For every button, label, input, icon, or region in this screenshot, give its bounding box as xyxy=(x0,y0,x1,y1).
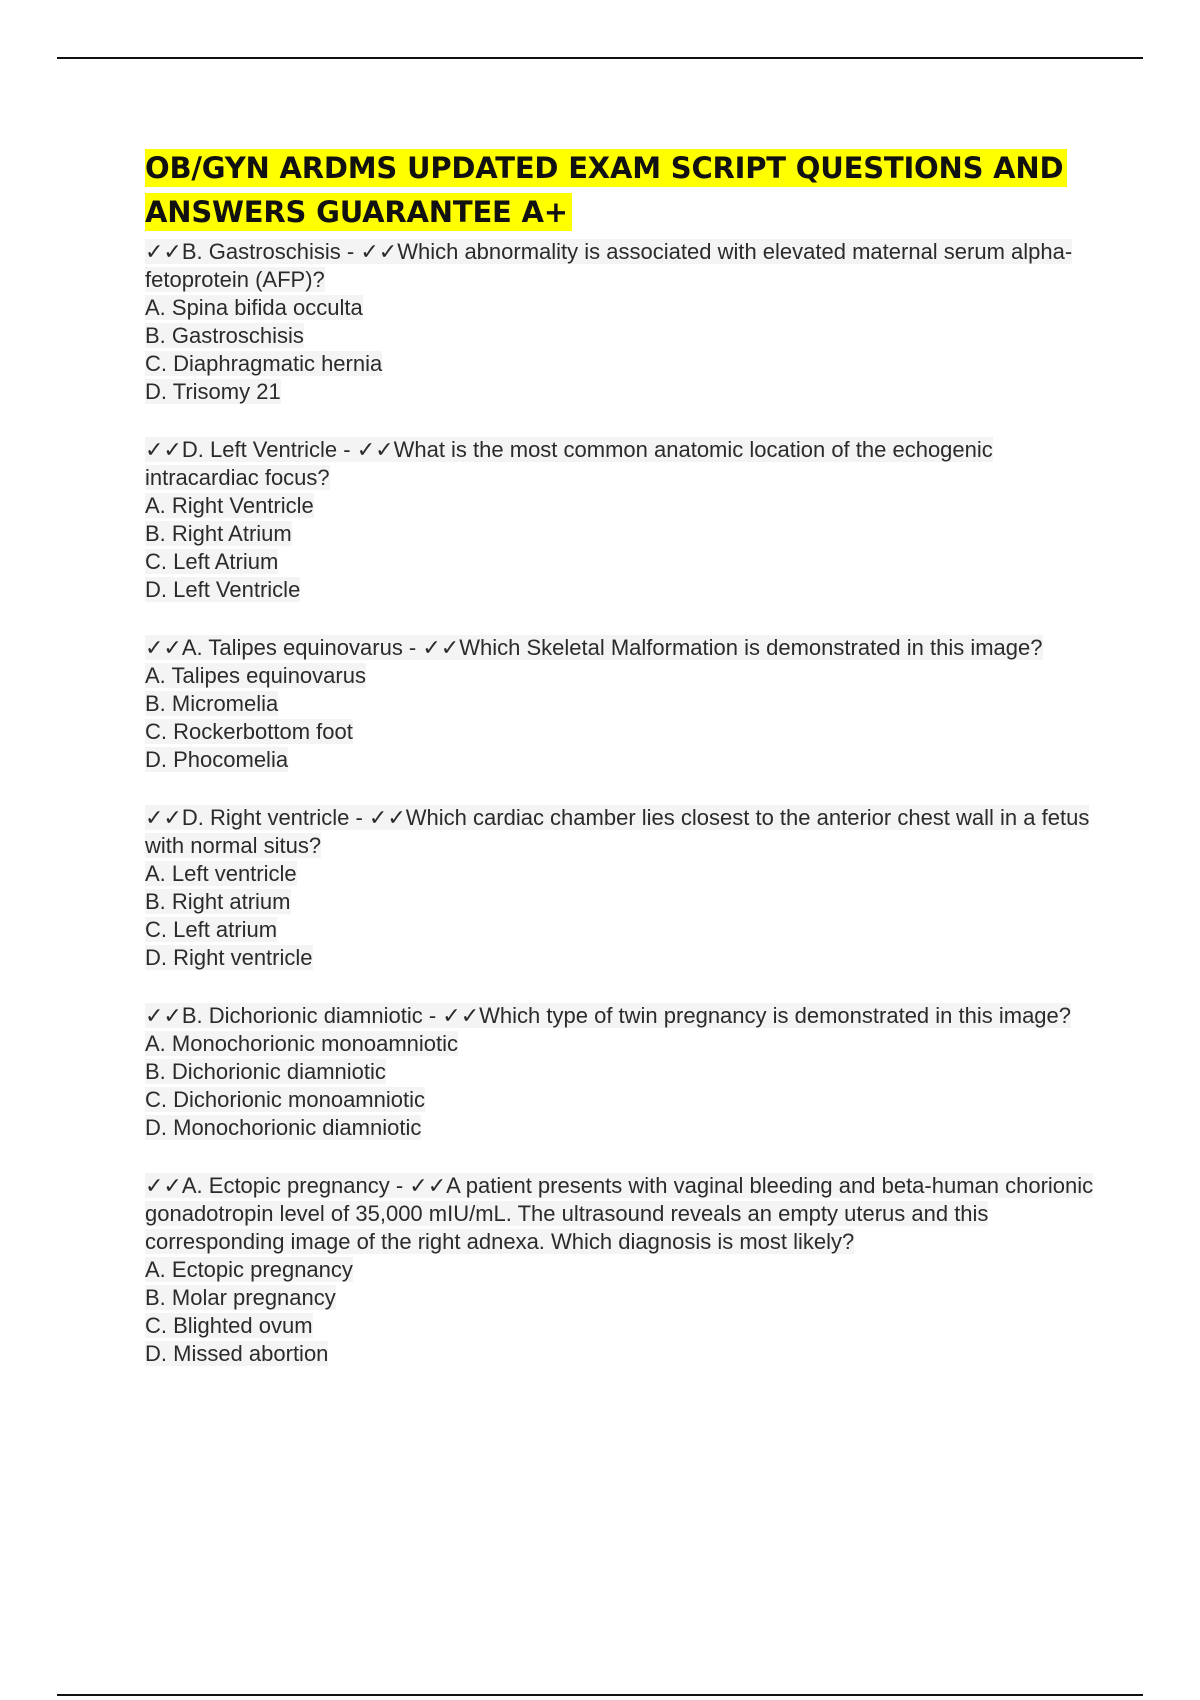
answer-options xyxy=(145,1256,1095,1368)
option-d: D. Phocomelia xyxy=(145,747,289,772)
option-a: A. Right Ventricle xyxy=(145,493,314,518)
option-c: C. Dichorionic monoamniotic xyxy=(145,1087,425,1112)
option-d: D. Right ventricle xyxy=(145,945,313,970)
option-d: D. Trisomy 21 xyxy=(145,379,281,404)
option-b: B. Right Atrium xyxy=(145,521,292,546)
option-d: D. Missed abortion xyxy=(145,1341,329,1366)
question-text: ✓✓D. Right ventricle - ✓✓Which cardiac chamber lies closest to the anterior chest wall in a fetus with normal situs? xyxy=(145,805,1090,858)
option-a: A. Left ventricle xyxy=(145,861,297,886)
option-d: D. Left Ventricle xyxy=(145,577,301,602)
question-text: ✓✓A. Ectopic pregnancy - ✓✓A patient presents with vaginal bleeding and beta-human chorionic gonadotropin level of 35,000 mIU/mL. The ultrasound reveals an empty uterus and this corresponding image of the right adnexa. Which diagnosis is most likely? xyxy=(145,1173,1094,1254)
option-b: B. Molar pregnancy xyxy=(145,1285,336,1310)
qa-item-2 xyxy=(145,436,1095,604)
option-c: C. Left Atrium xyxy=(145,549,279,574)
document-body xyxy=(145,146,1095,1398)
top-rule xyxy=(57,57,1143,59)
qa-item-4 xyxy=(145,804,1095,972)
bottom-rule xyxy=(57,1694,1143,1696)
answer-options xyxy=(145,662,1095,774)
option-c: C. Diaphragmatic hernia xyxy=(145,351,383,376)
question-text: ✓✓D. Left Ventricle - ✓✓What is the most common anatomic location of the echogenic intracardiac focus? xyxy=(145,437,993,490)
option-a: A. Spina bifida occulta xyxy=(145,295,363,320)
answer-options xyxy=(145,1030,1095,1142)
question-text: ✓✓B. Gastroschisis - ✓✓Which abnormality is associated with elevated maternal serum alpha-fetoprotein (AFP)? xyxy=(145,239,1073,292)
qa-item-6 xyxy=(145,1172,1095,1368)
answer-options xyxy=(145,294,1095,406)
document-title: OB/GYN ARDMS UPDATED EXAM SCRIPT QUESTIONS AND ANSWERS GUARANTEE A+ xyxy=(145,146,1095,234)
option-c: C. Blighted ovum xyxy=(145,1313,313,1338)
option-a: A. Monochorionic monoamniotic xyxy=(145,1031,459,1056)
option-b: B. Micromelia xyxy=(145,691,279,716)
qa-item-5 xyxy=(145,1002,1095,1142)
option-d: D. Monochorionic diamniotic xyxy=(145,1115,422,1140)
option-b: B. Dichorionic diamniotic xyxy=(145,1059,386,1084)
option-b: B. Right atrium xyxy=(145,889,291,914)
qa-item-3 xyxy=(145,634,1095,774)
question-text: ✓✓B. Dichorionic diamniotic - ✓✓Which type of twin pregnancy is demonstrated in this image? xyxy=(145,1003,1072,1028)
option-c: C. Rockerbottom foot xyxy=(145,719,353,744)
answer-options xyxy=(145,492,1095,604)
qa-item-1 xyxy=(145,238,1095,406)
option-c: C. Left atrium xyxy=(145,917,278,942)
option-a: A. Ectopic pregnancy xyxy=(145,1257,353,1282)
question-text: ✓✓A. Talipes equinovarus - ✓✓Which Skeletal Malformation is demonstrated in this image? xyxy=(145,635,1043,660)
option-a: A. Talipes equinovarus xyxy=(145,663,366,688)
answer-options xyxy=(145,860,1095,972)
option-b: B. Gastroschisis xyxy=(145,323,304,348)
